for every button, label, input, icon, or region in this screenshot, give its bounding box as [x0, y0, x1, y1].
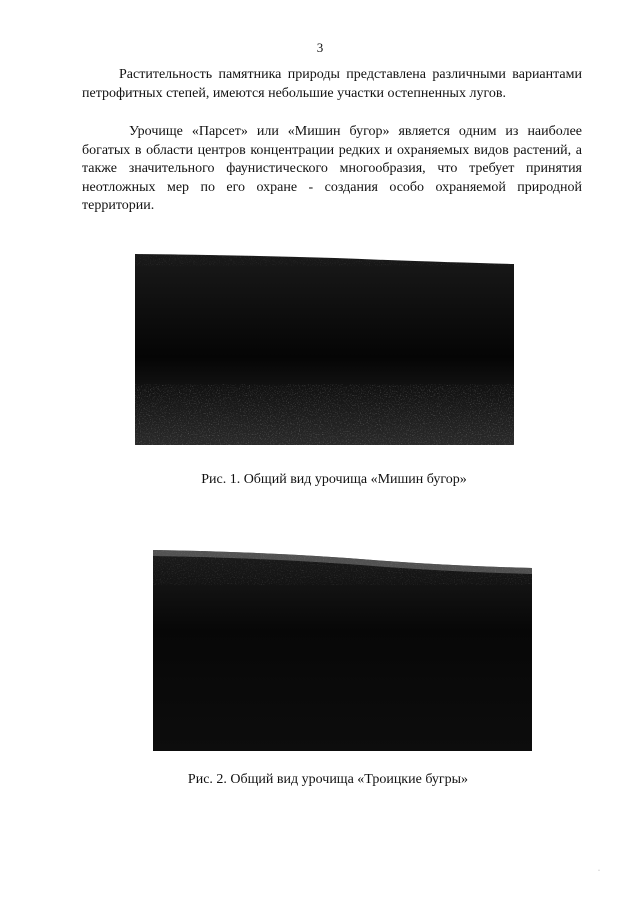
- figure-1-caption: Рис. 1. Общий вид урочища «Мишин бугор»: [201, 472, 467, 487]
- paragraph-parset: Урочище «Парсет» или «Мишин бугор» является одним из наиболее богатых в области центров концентрации редких и охраняемых видов растений, а также значительного фаунистического многообразия, что требует принятия неотложных мер по его охране - создания особо охраняемой природной территории.: [82, 124, 582, 213]
- figure-1-photo: [135, 250, 514, 445]
- paragraph-vegetation: Растительность памятника природы представлена различными вариантами петрофитных степей, имеются небольшие участки остепненных лугов.: [82, 67, 582, 101]
- figure-2-caption: Рис. 2. Общий вид урочища «Троицкие бугры»: [187, 772, 469, 787]
- figure-2-photo: [153, 508, 532, 751]
- page-number: 3: [316, 40, 324, 55]
- scan-speck: ·: [598, 868, 600, 874]
